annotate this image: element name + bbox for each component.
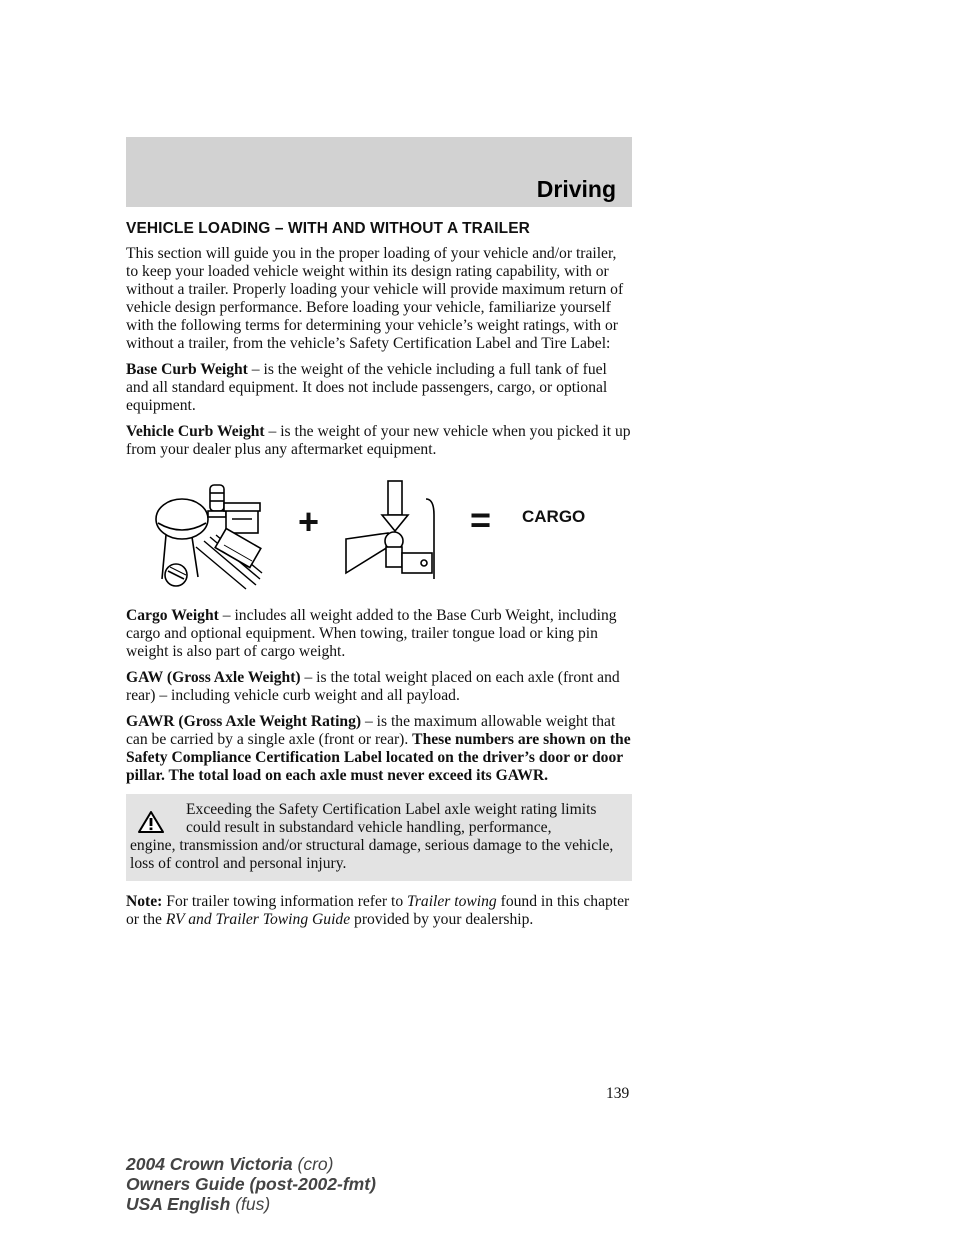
- note-text: provided by your dealership.: [350, 911, 534, 928]
- cargo-items-illustration: [126, 475, 632, 595]
- trailer-towing-reference: Trailer towing: [407, 893, 497, 910]
- grill-icon: [156, 499, 208, 586]
- term-definition: – is the weight of your new vehicle when you picked it up from your dealer plus any aftermarket equipment.: [126, 423, 631, 458]
- header-band: [126, 137, 632, 207]
- warning-rest: engine, transmission and/or structural damage, serious damage to the vehicle, loss of control and personal injury.: [130, 837, 614, 872]
- term-label: GAWR (Gross Axle Weight Rating): [126, 713, 362, 730]
- warning-line-2: could result in substandard vehicle handling, performance,: [186, 819, 552, 836]
- document-footer: [126, 1154, 376, 1214]
- term-label: Cargo Weight: [126, 607, 219, 624]
- note-label: Note:: [126, 893, 163, 910]
- term-definition: – includes all weight added to the Base Curb Weight, including cargo and optional equipment. When towing, trailer tongue load or king pin weight is also part of cargo weight.: [126, 607, 617, 660]
- warning-triangle-icon: [138, 810, 164, 834]
- cargo-equation-figure: [126, 475, 632, 595]
- term-definition: – is the total weight placed on each axle (front and rear) – including vehicle curb weight and all payload.: [126, 669, 620, 704]
- gawr-bold-notice: These numbers are shown on the Safety Compliance Certification Label located on the driver’s door or door pillar. The total load on each axle must never exceed its GAWR.: [126, 731, 631, 784]
- cargo-result-label: CARGO: [522, 507, 586, 526]
- footer-model-code: (cro): [292, 1154, 334, 1174]
- term-label: Base Curb Weight: [126, 361, 248, 378]
- equals-symbol: =: [470, 499, 492, 540]
- warning-box: [126, 794, 632, 881]
- term-label: GAW (Gross Axle Weight): [126, 669, 301, 686]
- trailer-hitch-icon: [346, 481, 434, 579]
- term-definition: – is the weight of the vehicle including a full tank of fuel and all standard equipment. It does not include passengers, cargo, or optional equipment.: [126, 361, 608, 414]
- rv-guide-reference: RV and Trailer Towing Guide: [165, 911, 351, 928]
- term-definition: – is the maximum allowable weight that can be carried by a single axle (front or rear).: [126, 713, 616, 748]
- cargo-weight-paragraph: [126, 607, 632, 661]
- vehicle-curb-weight-paragraph: [126, 423, 632, 459]
- lantern-icon: [208, 485, 226, 517]
- golf-clubs-icon: [196, 528, 262, 589]
- footer-language: USA English: [126, 1194, 231, 1214]
- cooler-icon: [224, 503, 260, 533]
- term-label: Vehicle Curb Weight: [126, 423, 265, 440]
- plus-symbol: +: [298, 501, 320, 542]
- note-text: found in this chapter or the: [126, 893, 630, 928]
- page-number: 139: [606, 1085, 630, 1102]
- footer-language-code: (fus): [230, 1194, 271, 1214]
- chapter-title: Driving: [536, 176, 616, 202]
- footer-guide: Owners Guide (post-2002-fmt): [126, 1174, 376, 1194]
- intro-paragraph: This section will guide you in the proper loading of your vehicle and/or trailer, to keep your loaded vehicle weight within its design rating capability, with or without a trailer. Properly loading your vehicle will provide maximum return of vehicle design performance. Before loading your vehicle, familiarize yourself with the following terms for determining your vehicle’s weight ratings, with or without a trailer, from the vehicle’s Safety Certification Label and Tire Label:: [126, 245, 624, 352]
- note-text: For trailer towing information refer to: [162, 893, 408, 910]
- gaw-paragraph: [126, 669, 632, 705]
- warning-line-1: Exceeding the Safety Certification Label axle weight rating limits: [186, 801, 597, 818]
- base-curb-weight-paragraph: [126, 361, 632, 415]
- gawr-paragraph: [126, 713, 632, 785]
- note-paragraph: [126, 893, 632, 929]
- footer-model: 2004 Crown Victoria: [126, 1154, 293, 1174]
- section-heading: VEHICLE LOADING – WITH AND WITHOUT A TRAILER: [126, 220, 530, 237]
- page-content: [126, 220, 632, 937]
